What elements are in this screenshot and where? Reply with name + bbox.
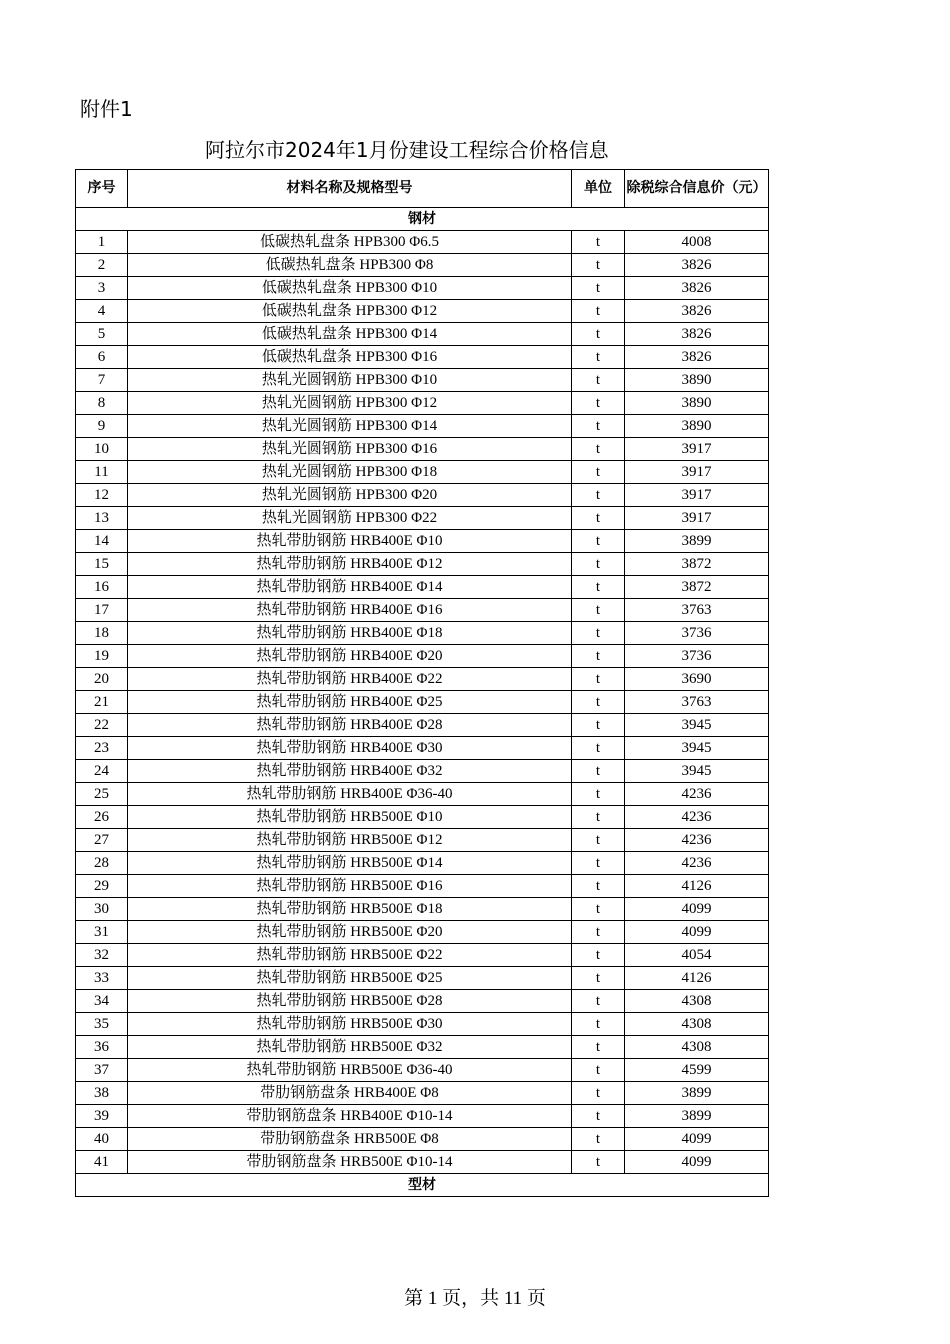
material-name-cell: 热轧带肋钢筋 HRB500E Φ32 [128, 1036, 572, 1059]
table-row [76, 392, 769, 415]
unit-cell: t [572, 300, 625, 323]
price-cell: 4126 [625, 875, 769, 898]
table-row [76, 1082, 769, 1105]
row-index-cell: 12 [76, 484, 128, 507]
table-row [76, 346, 769, 369]
unit-cell: t [572, 369, 625, 392]
material-name-cell: 热轧带肋钢筋 HRB400E Φ25 [128, 691, 572, 714]
material-name-cell: 热轧带肋钢筋 HRB400E Φ22 [128, 668, 572, 691]
table-row [76, 300, 769, 323]
price-cell: 4308 [625, 990, 769, 1013]
material-name-cell: 热轧光圆钢筋 HPB300 Φ10 [128, 369, 572, 392]
price-cell: 3890 [625, 392, 769, 415]
material-name-cell: 低碳热轧盘条 HPB300 Φ10 [128, 277, 572, 300]
price-cell: 3826 [625, 346, 769, 369]
price-cell: 3945 [625, 760, 769, 783]
price-cell: 3899 [625, 530, 769, 553]
price-cell: 3736 [625, 645, 769, 668]
material-name-cell: 热轧带肋钢筋 HRB400E Φ18 [128, 622, 572, 645]
row-index-cell: 22 [76, 714, 128, 737]
price-cell: 4099 [625, 898, 769, 921]
unit-cell: t [572, 277, 625, 300]
price-cell: 3872 [625, 576, 769, 599]
material-name-cell: 热轧带肋钢筋 HRB500E Φ25 [128, 967, 572, 990]
row-index-cell: 28 [76, 852, 128, 875]
unit-cell: t [572, 484, 625, 507]
price-cell: 4099 [625, 1151, 769, 1174]
unit-cell: t [572, 231, 625, 254]
unit-cell: t [572, 507, 625, 530]
unit-cell: t [572, 1082, 625, 1105]
unit-cell: t [572, 783, 625, 806]
unit-cell: t [572, 1059, 625, 1082]
table-row [76, 967, 769, 990]
material-name-cell: 热轧带肋钢筋 HRB400E Φ30 [128, 737, 572, 760]
unit-cell: t [572, 829, 625, 852]
table-row [76, 668, 769, 691]
row-index-cell: 16 [76, 576, 128, 599]
price-cell: 4236 [625, 852, 769, 875]
table-row [76, 323, 769, 346]
header-price: 除税综合信息价（元） [625, 170, 769, 208]
row-index-cell: 19 [76, 645, 128, 668]
material-name-cell: 热轧带肋钢筋 HRB500E Φ18 [128, 898, 572, 921]
unit-cell: t [572, 346, 625, 369]
price-cell: 3899 [625, 1105, 769, 1128]
price-cell: 3899 [625, 1082, 769, 1105]
material-name-cell: 低碳热轧盘条 HPB300 Φ14 [128, 323, 572, 346]
unit-cell: t [572, 852, 625, 875]
price-table [75, 169, 769, 1197]
price-cell: 3917 [625, 461, 769, 484]
material-name-cell: 热轧带肋钢筋 HRB500E Φ30 [128, 1013, 572, 1036]
unit-cell: t [572, 323, 625, 346]
table-row [76, 553, 769, 576]
row-index-cell: 4 [76, 300, 128, 323]
material-name-cell: 热轧带肋钢筋 HRB400E Φ32 [128, 760, 572, 783]
row-index-cell: 41 [76, 1151, 128, 1174]
material-name-cell: 低碳热轧盘条 HPB300 Φ12 [128, 300, 572, 323]
table-row [76, 254, 769, 277]
material-name-cell: 热轧带肋钢筋 HRB400E Φ12 [128, 553, 572, 576]
header-unit: 单位 [572, 170, 625, 208]
table-row [76, 921, 769, 944]
price-cell: 3890 [625, 369, 769, 392]
material-name-cell: 热轧带肋钢筋 HRB400E Φ10 [128, 530, 572, 553]
material-name-cell: 热轧光圆钢筋 HPB300 Φ18 [128, 461, 572, 484]
unit-cell: t [572, 622, 625, 645]
unit-cell: t [572, 691, 625, 714]
row-index-cell: 37 [76, 1059, 128, 1082]
section-row-steel [76, 208, 769, 231]
unit-cell: t [572, 599, 625, 622]
unit-cell: t [572, 967, 625, 990]
table-row [76, 507, 769, 530]
price-cell: 4236 [625, 806, 769, 829]
table-row [76, 599, 769, 622]
row-index-cell: 17 [76, 599, 128, 622]
table-row [76, 1128, 769, 1151]
row-index-cell: 34 [76, 990, 128, 1013]
material-name-cell: 热轧光圆钢筋 HPB300 Φ16 [128, 438, 572, 461]
price-cell: 3690 [625, 668, 769, 691]
unit-cell: t [572, 921, 625, 944]
document-title: 阿拉尔市2024年1月份建设工程综合价格信息 [205, 138, 609, 162]
unit-cell: t [572, 1036, 625, 1059]
table-row [76, 852, 769, 875]
price-cell: 3736 [625, 622, 769, 645]
row-index-cell: 26 [76, 806, 128, 829]
table-row [76, 783, 769, 806]
material-name-cell: 热轧带肋钢筋 HRB500E Φ16 [128, 875, 572, 898]
material-name-cell: 热轧光圆钢筋 HPB300 Φ14 [128, 415, 572, 438]
row-index-cell: 27 [76, 829, 128, 852]
row-index-cell: 25 [76, 783, 128, 806]
table-row [76, 415, 769, 438]
row-index-cell: 35 [76, 1013, 128, 1036]
material-name-cell: 带肋钢筋盘条 HRB400E Φ10-14 [128, 1105, 572, 1128]
material-name-cell: 带肋钢筋盘条 HRB500E Φ10-14 [128, 1151, 572, 1174]
unit-cell: t [572, 576, 625, 599]
table-row [76, 1036, 769, 1059]
table-header-row [76, 170, 769, 208]
material-name-cell: 热轧光圆钢筋 HPB300 Φ22 [128, 507, 572, 530]
row-index-cell: 30 [76, 898, 128, 921]
table-row [76, 622, 769, 645]
row-index-cell: 36 [76, 1036, 128, 1059]
table-row [76, 1151, 769, 1174]
row-index-cell: 31 [76, 921, 128, 944]
material-name-cell: 热轧带肋钢筋 HRB400E Φ16 [128, 599, 572, 622]
table-row [76, 737, 769, 760]
price-cell: 3763 [625, 691, 769, 714]
price-cell: 4008 [625, 231, 769, 254]
row-index-cell: 14 [76, 530, 128, 553]
unit-cell: t [572, 1128, 625, 1151]
price-cell: 4099 [625, 921, 769, 944]
material-name-cell: 低碳热轧盘条 HPB300 Φ8 [128, 254, 572, 277]
material-name-cell: 热轧带肋钢筋 HRB400E Φ28 [128, 714, 572, 737]
unit-cell: t [572, 254, 625, 277]
table-row [76, 875, 769, 898]
price-cell: 3826 [625, 300, 769, 323]
material-name-cell: 热轧带肋钢筋 HRB400E Φ14 [128, 576, 572, 599]
material-name-cell: 热轧带肋钢筋 HRB500E Φ14 [128, 852, 572, 875]
row-index-cell: 3 [76, 277, 128, 300]
unit-cell: t [572, 1151, 625, 1174]
unit-cell: t [572, 990, 625, 1013]
table-row [76, 484, 769, 507]
price-cell: 3917 [625, 438, 769, 461]
table-row [76, 530, 769, 553]
material-name-cell: 热轧带肋钢筋 HRB500E Φ20 [128, 921, 572, 944]
price-cell: 3826 [625, 254, 769, 277]
price-cell: 4054 [625, 944, 769, 967]
unit-cell: t [572, 806, 625, 829]
price-cell: 3826 [625, 323, 769, 346]
row-index-cell: 7 [76, 369, 128, 392]
table-row [76, 1059, 769, 1082]
table-row [76, 231, 769, 254]
material-name-cell: 热轧光圆钢筋 HPB300 Φ20 [128, 484, 572, 507]
row-index-cell: 38 [76, 1082, 128, 1105]
material-name-cell: 热轧带肋钢筋 HRB500E Φ22 [128, 944, 572, 967]
table-row [76, 990, 769, 1013]
material-name-cell: 低碳热轧盘条 HPB300 Φ16 [128, 346, 572, 369]
material-name-cell: 带肋钢筋盘条 HRB400E Φ8 [128, 1082, 572, 1105]
row-index-cell: 1 [76, 231, 128, 254]
price-cell: 3763 [625, 599, 769, 622]
price-cell: 4236 [625, 829, 769, 852]
unit-cell: t [572, 392, 625, 415]
material-name-cell: 热轧带肋钢筋 HRB400E Φ36-40 [128, 783, 572, 806]
page-footer: 第 1 页，共 11 页 [404, 1288, 546, 1309]
table-row [76, 1105, 769, 1128]
table-row [76, 438, 769, 461]
table-row [76, 806, 769, 829]
table-row [76, 645, 769, 668]
table-row [76, 944, 769, 967]
table-row [76, 691, 769, 714]
unit-cell: t [572, 1013, 625, 1036]
unit-cell: t [572, 737, 625, 760]
unit-cell: t [572, 553, 625, 576]
material-name-cell: 热轧带肋钢筋 HRB500E Φ36-40 [128, 1059, 572, 1082]
material-name-cell: 热轧带肋钢筋 HRB500E Φ10 [128, 806, 572, 829]
table-row [76, 277, 769, 300]
price-cell: 3890 [625, 415, 769, 438]
row-index-cell: 20 [76, 668, 128, 691]
price-cell: 3917 [625, 507, 769, 530]
section-row-profile [76, 1174, 769, 1197]
section-title-steel: 钢材 [76, 208, 769, 231]
material-name-cell: 带肋钢筋盘条 HRB500E Φ8 [128, 1128, 572, 1151]
unit-cell: t [572, 944, 625, 967]
row-index-cell: 11 [76, 461, 128, 484]
row-index-cell: 39 [76, 1105, 128, 1128]
row-index-cell: 13 [76, 507, 128, 530]
price-cell: 3917 [625, 484, 769, 507]
unit-cell: t [572, 875, 625, 898]
unit-cell: t [572, 438, 625, 461]
table-row [76, 461, 769, 484]
material-name-cell: 热轧带肋钢筋 HRB500E Φ28 [128, 990, 572, 1013]
material-name-cell: 低碳热轧盘条 HPB300 Φ6.5 [128, 231, 572, 254]
header-index: 序号 [76, 170, 128, 208]
unit-cell: t [572, 530, 625, 553]
unit-cell: t [572, 668, 625, 691]
unit-cell: t [572, 645, 625, 668]
unit-cell: t [572, 415, 625, 438]
section-title-profile: 型材 [76, 1174, 769, 1197]
row-index-cell: 6 [76, 346, 128, 369]
header-material-name: 材料名称及规格型号 [128, 170, 572, 208]
price-cell: 4308 [625, 1013, 769, 1036]
row-index-cell: 24 [76, 760, 128, 783]
price-cell: 3872 [625, 553, 769, 576]
price-cell: 4126 [625, 967, 769, 990]
table-row [76, 760, 769, 783]
row-index-cell: 40 [76, 1128, 128, 1151]
price-cell: 3826 [625, 277, 769, 300]
row-index-cell: 32 [76, 944, 128, 967]
table-row [76, 369, 769, 392]
table-row [76, 1013, 769, 1036]
unit-cell: t [572, 714, 625, 737]
price-cell: 3945 [625, 714, 769, 737]
table-row [76, 576, 769, 599]
price-cell: 3945 [625, 737, 769, 760]
row-index-cell: 10 [76, 438, 128, 461]
row-index-cell: 2 [76, 254, 128, 277]
price-cell: 4099 [625, 1128, 769, 1151]
row-index-cell: 8 [76, 392, 128, 415]
row-index-cell: 15 [76, 553, 128, 576]
unit-cell: t [572, 898, 625, 921]
row-index-cell: 23 [76, 737, 128, 760]
table-row [76, 714, 769, 737]
attachment-label: 附件1 [80, 97, 133, 121]
price-cell: 4236 [625, 783, 769, 806]
row-index-cell: 33 [76, 967, 128, 990]
price-cell: 4599 [625, 1059, 769, 1082]
row-index-cell: 18 [76, 622, 128, 645]
unit-cell: t [572, 1105, 625, 1128]
row-index-cell: 9 [76, 415, 128, 438]
row-index-cell: 29 [76, 875, 128, 898]
table-row [76, 898, 769, 921]
table-row [76, 829, 769, 852]
row-index-cell: 5 [76, 323, 128, 346]
unit-cell: t [572, 760, 625, 783]
material-name-cell: 热轧带肋钢筋 HRB500E Φ12 [128, 829, 572, 852]
row-index-cell: 21 [76, 691, 128, 714]
price-cell: 4308 [625, 1036, 769, 1059]
material-name-cell: 热轧带肋钢筋 HRB400E Φ20 [128, 645, 572, 668]
material-name-cell: 热轧光圆钢筋 HPB300 Φ12 [128, 392, 572, 415]
unit-cell: t [572, 461, 625, 484]
